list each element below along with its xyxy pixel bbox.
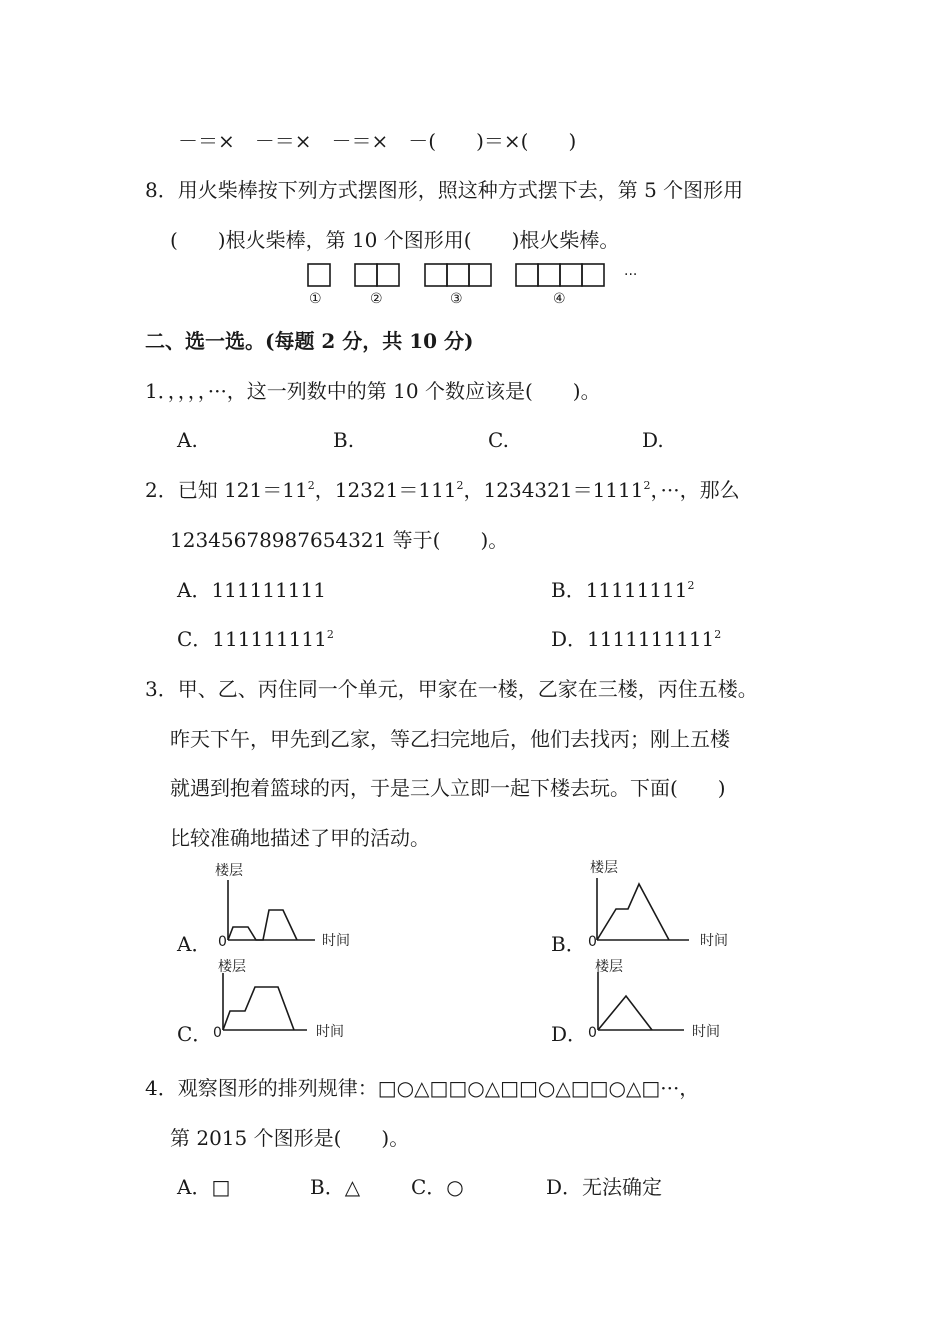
graph-a-x-label: 时间 (322, 933, 350, 949)
q8-line1: 8．用火柴棒按下列方式摆图形，照这种方式摆下去，第 5 个图形用 (145, 178, 744, 202)
figure-label-2: ② (370, 291, 383, 307)
figure-label-3: ③ (450, 291, 463, 307)
graph-d-origin: 0 (588, 1025, 597, 1041)
q2-option-d: D．1111111111$^2$ (551, 627, 722, 651)
graph-b-origin: 0 (588, 934, 597, 950)
graph-b-y-label: 楼层 (590, 860, 618, 876)
graph-b-x-label: 时间 (700, 933, 728, 949)
q4-line1: 4．观察图形的排列规律：□○△□□○△□□○△□□○△□···， (145, 1076, 700, 1100)
q2-option-a: A．111111111 (177, 578, 326, 602)
q1-option-a: A. (177, 428, 198, 452)
matchstick-figures (300, 260, 660, 310)
graph-d-option: D． (551, 1022, 588, 1046)
graph-c-y-label: 楼层 (218, 959, 246, 975)
matchstick-figure-3 (425, 264, 491, 286)
q2-option-c: C．111111111$^2$ (177, 627, 334, 651)
graph-b (597, 878, 697, 940)
q1-option-d: D. (642, 428, 664, 452)
q3-line1: 3．甲、乙、丙住同一个单元，甲家在一楼，乙家在三楼，丙住五楼。 (145, 677, 758, 701)
matchstick-figure-2 (355, 264, 399, 286)
q4-option-d: D．无法确定 (546, 1175, 663, 1199)
graph-a-option: A． (177, 932, 212, 956)
section-heading: 二、选一选。(每题 2 分，共 10 分) (145, 329, 474, 353)
q2-option-b: B．11111111$^2$ (551, 578, 695, 602)
q3-line3: 就遇到抱着篮球的丙，于是三人立即一起下楼去玩。下面( ) (170, 776, 726, 800)
figure-ellipsis: ··· (624, 267, 638, 283)
q4-line2: 第 2015 个图形是( )。 (170, 1126, 410, 1150)
q3-line2: 昨天下午，甲先到乙家，等乙扫完地后，他们去找丙；刚上五楼 (170, 727, 730, 751)
q4-option-c: C．○ (411, 1175, 464, 1199)
graph-c-option: C． (177, 1022, 213, 1046)
graph-d-x-label: 时间 (692, 1024, 720, 1040)
graph-c-origin: 0 (213, 1025, 222, 1041)
graph-c (220, 973, 316, 1030)
graph-d (596, 972, 691, 1030)
graph-c-x-label: 时间 (316, 1024, 344, 1040)
figure-label-1: ① (309, 291, 322, 307)
figure-label-4: ④ (553, 291, 566, 307)
fraction-equations-line: －＝× －＝× －＝× －( )＝×( ) (178, 129, 577, 153)
graph-a-origin: 0 (218, 934, 227, 950)
graph-d-y-label: 楼层 (595, 959, 623, 975)
graph-a-y-label: 楼层 (215, 863, 243, 879)
q1-option-c: C. (488, 428, 509, 452)
q4-option-a: A．□ (177, 1175, 231, 1199)
graph-b-option: B． (551, 932, 586, 956)
q8-line2: ( )根火柴棒，第 10 个图形用( )根火柴棒。 (170, 228, 620, 252)
matchstick-figure-4 (516, 264, 604, 286)
q2-stem: 2．已知 $121=11^2$，$12321=111^2$，$1234321=1111^2$，···，那么 (145, 478, 740, 502)
matchstick-figure-1 (308, 264, 330, 286)
graph-a (225, 880, 325, 940)
q4-option-b: B．△ (310, 1175, 361, 1199)
q1-stem: 1．，，，，···，这一列数中的第 10 个数应该是( )。 (145, 379, 601, 403)
q3-line4: 比较准确地描述了甲的活动。 (170, 826, 430, 850)
q1-option-b: B. (333, 428, 355, 452)
q2-line2: 12345678987654321 等于( )。 (170, 528, 509, 552)
